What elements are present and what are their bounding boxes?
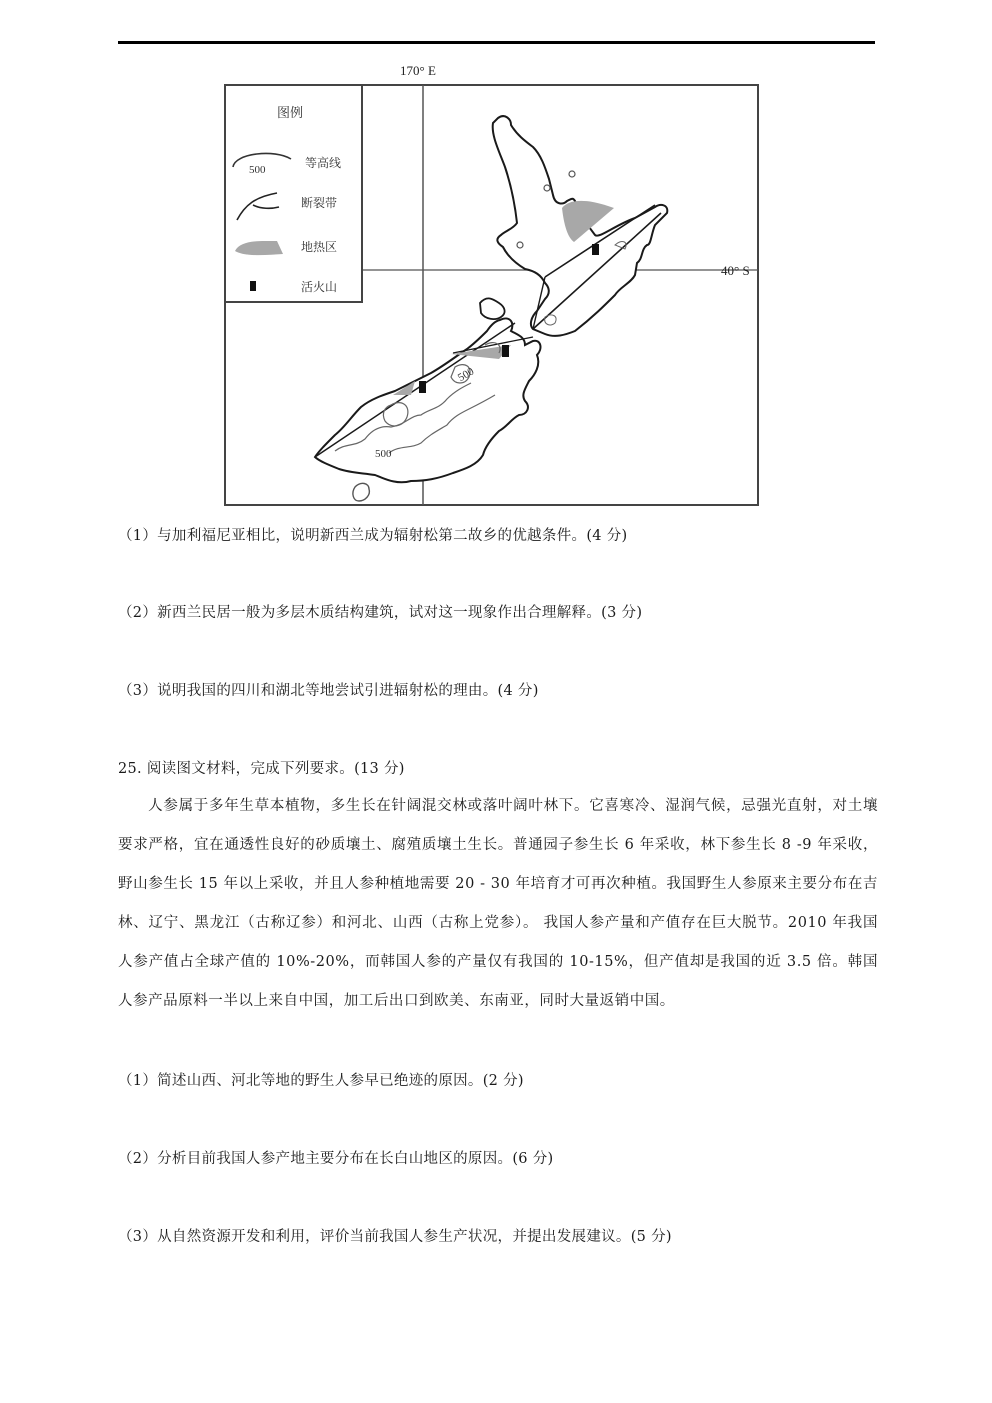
q25-title: 25. 阅读图文材料，完成下列要求。(13 分) (118, 761, 405, 777)
q24-sub3: （3）说明我国的四川和湖北等地尝试引进辐射松的理由。(4 分) (118, 683, 539, 699)
legend-title: 图例 (277, 106, 304, 121)
new-zealand-map (215, 55, 775, 515)
q25-sub3: （3）从自然资源开发和利用，评价当前我国人参生产状况，并提出发展建议。(5 分) (118, 1229, 672, 1245)
legend-label-contour: 等高线 (305, 156, 342, 170)
south-island (315, 298, 540, 501)
volcano-south-island (502, 345, 509, 357)
contour-label: 500 (455, 365, 477, 385)
q24-sub2: （2）新西兰民居一般为多层木质结构建筑，试对这一现象作出合理解释。(3 分) (118, 605, 643, 621)
map-legend (225, 85, 362, 302)
longitude-label: 170° E (400, 63, 436, 78)
volcano-south-island (419, 381, 426, 393)
q25-sub1: （1）简述山西、河北等地的野生人参早已绝迹的原因。(2 分) (118, 1073, 524, 1089)
contour-label: 500 (375, 448, 392, 460)
latitude-label: 40° S (721, 263, 750, 278)
legend-label-geothermal: 地热区 (301, 240, 338, 254)
legend-label-volcano: 活火山 (301, 280, 338, 294)
volcano-north-island (592, 244, 599, 255)
q25-material-text: 人参属于多年生草本植物，多生长在针阔混交林或落叶阔叶林下。它喜寒冷、湿润气候，忌强光直射，对土壤要求严格，宜在通透性良好的砂质壤土、腐殖质壤土生长。普通园子参生长 6 年采收，林下参生长 8 -9 年采收，野山参生长 15 年以上采收，并且人参种植地需要 20 - 30 年培育才可再次种植。我国野生人参原来主要分布在吉林、辽宁、黑龙江（古称辽参）和河北、山西（古称上党参）。 我国人参产量和产值存在巨大脱节。2010 年我国人参产值占全球产值的 10%-20%，而韩国人参的产量仅有我国的 10-15%，但产值却是我国的近 3.5 倍。韩国人参产品原料一半以上来自中国，加工后出口到欧美、东南亚，同时大量返销中国。 (118, 798, 878, 1009)
header-rule (118, 41, 875, 44)
legend-contour-value: 500 (249, 164, 266, 176)
north-island (493, 116, 668, 336)
legend-label-fault: 断裂带 (301, 196, 338, 210)
active-volcano-icon (250, 281, 256, 291)
q24-sub1: （1）与加利福尼亚相比，说明新西兰成为辐射松第二故乡的优越条件。(4 分) (118, 528, 628, 544)
q25-sub2: （2）分析目前我国人参产地主要分布在长白山地区的原因。(6 分) (118, 1151, 554, 1167)
q25-material (118, 787, 878, 1021)
